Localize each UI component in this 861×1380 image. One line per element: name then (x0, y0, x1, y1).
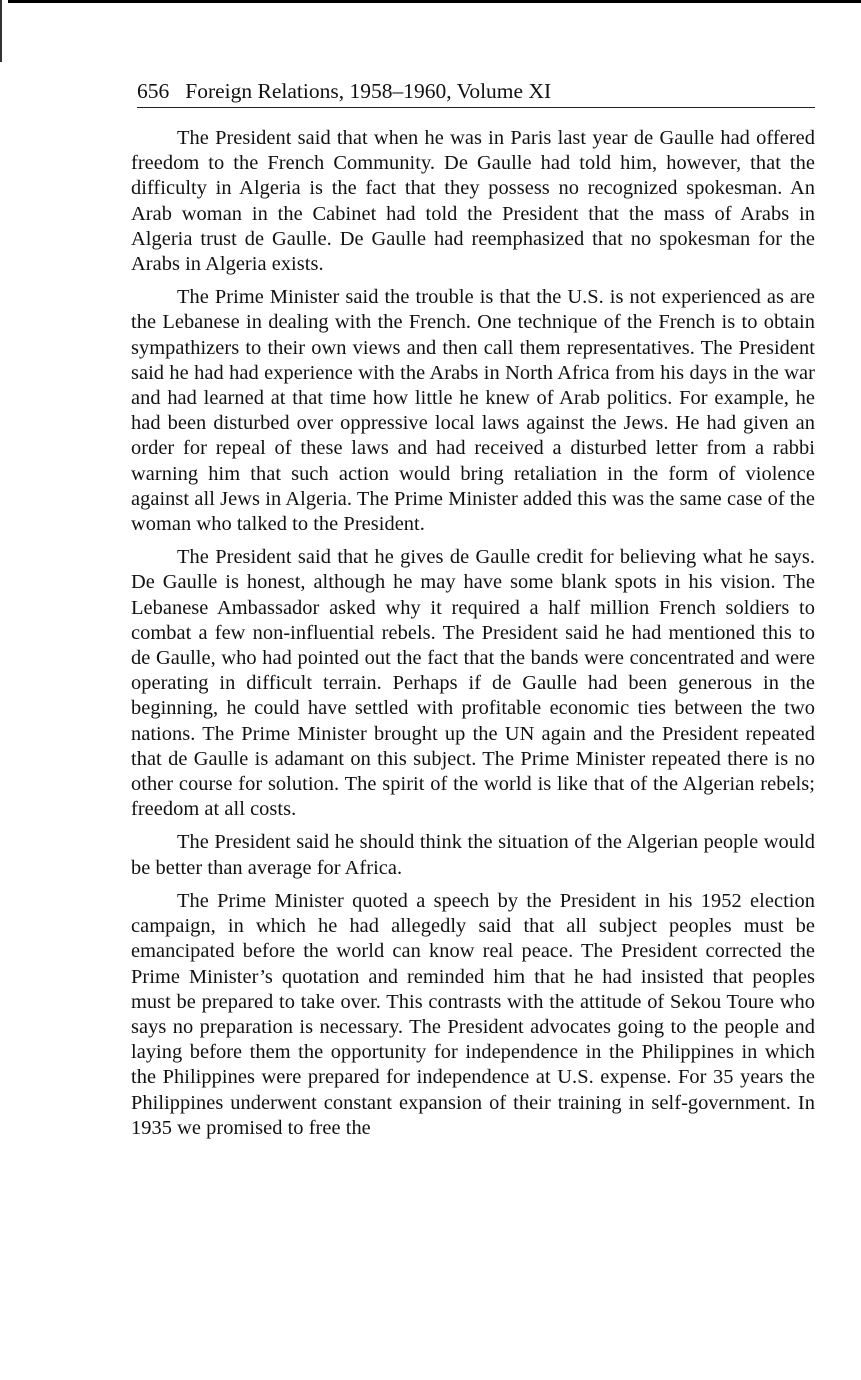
paragraph-1952-campaign: The Prime Minister quoted a speech by the President in his 1952 election campaign, in which he had allegedly said that all subject peoples must be emancipated before the world can know real peace. The President corrected the Prime Minister’s quotation and reminded him that he had insisted that peoples must be prepared to take over. This contrasts with the attitude of Sekou Toure who says no preparation is necessary. The President advocates going to the people and laying before them the opportunity for independence in the Philippines in which the Philippines were prepared for independence at U.S. expense. For 35 years the Philippines underwent constant expansion of their training in self-government. In 1935 we promised to free the (131, 889, 815, 1139)
paragraph-french-technique: The Prime Minister said the trouble is that the U.S. is not experienced as are the Lebanese in dealing with the French. One technique of the French is to obtain sympathizers to their own views and then call them representatives. The President said he had had experience with the Arabs in North Africa from his days in the war and had learned at that time how little he knew of Arab politics. For example, he had been disturbed over oppressive local laws against the Jews. He had given an order for repeal of these laws and had received a disturbed letter from a rabbi warning him that such action would bring retaliation in the form of violence against all Jews in Algeria. The Prime Minister added this was the same case of the woman who talked to the President. (131, 286, 815, 536)
running-title: Foreign Relations, 1958–1960, Volume XI (185, 79, 552, 103)
document-page (125, 78, 815, 1141)
paragraph-paris-visit: The President said that when he was in Paris last year de Gaulle had offered freedom to the French Community. De Gaulle had told him, however, that the difficulty in Algeria is the fact that they possess no recognized spokesman. An Arab woman in the Cabinet had told the President that the mass of Arabs in Algeria trust de Gaulle. De Gaulle had reemphasized that no spokesman for the Arabs in Algeria exists. (131, 127, 815, 276)
body-text (125, 126, 815, 1141)
paragraph-algerian-people: The President said he should think the situation of the Algerian people would be better than average for Africa. (131, 831, 815, 879)
page-top-edge (8, 0, 861, 3)
page-left-edge (0, 0, 2, 62)
running-head (137, 78, 815, 108)
page-number: 656 (137, 79, 170, 103)
paragraph-de-gaulle-credit: The President said that he gives de Gaulle credit for believing what he says. De Gaulle is honest, although he may have some blank spots in his vision. The Lebanese Ambassador asked why it required a half million French soldiers to combat a few non-influential rebels. The President said he had mentioned this to de Gaulle, who had pointed out the fact that the bands were concentrated and were operating in difficult terrain. Perhaps if de Gaulle had been generous in the beginning, he could have settled with profitable economic ties between the two nations. The Prime Minister brought up the UN again and the President repeated that de Gaulle is adamant on this subject. The Prime Minister repeated there is no other course for solution. The spirit of the world is like that of the Algerian rebels; freedom at all costs. (131, 546, 815, 821)
